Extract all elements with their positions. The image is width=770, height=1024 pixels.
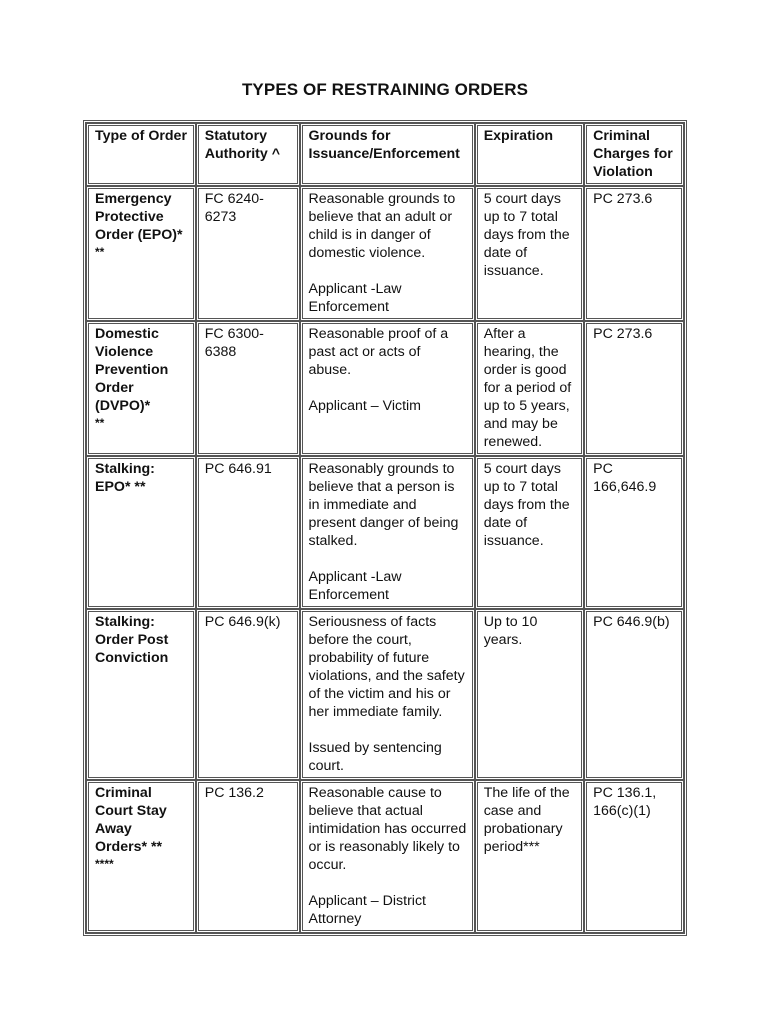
table-row bbox=[86, 780, 684, 933]
cell-grounds bbox=[300, 321, 475, 456]
applicant-text: Applicant -Law Enforcement bbox=[308, 281, 402, 315]
cell-grounds bbox=[300, 780, 475, 933]
cell-authority: FC 6300-6388 bbox=[196, 321, 300, 456]
grounds-text: Reasonable grounds to believe that an adult or child is in danger of domestic violence. bbox=[308, 191, 456, 261]
cell-authority: PC 646.91 bbox=[196, 456, 300, 609]
grounds-text: Reasonable cause to believe that actual intimidation has occurred or is reasonably likely to occur. bbox=[308, 785, 467, 873]
applicant-text: Applicant – Victim bbox=[308, 398, 422, 414]
cell-charges: PC 273.6 bbox=[584, 186, 684, 321]
restraining-orders-table bbox=[83, 120, 687, 936]
cell-authority: FC 6240-6273 bbox=[196, 186, 300, 321]
cell-type bbox=[86, 609, 196, 780]
header-charges: Criminal Charges for Violation bbox=[584, 123, 684, 186]
cell-charges: PC 646.9(b) bbox=[584, 609, 684, 780]
cell-type bbox=[86, 186, 196, 321]
cell-grounds bbox=[300, 609, 475, 780]
cell-grounds bbox=[300, 186, 475, 321]
grounds-text: Reasonable proof of a past act or acts of abuse. bbox=[308, 326, 449, 378]
document-title: TYPES OF RESTRAINING ORDERS bbox=[241, 80, 529, 99]
cell-expiration: 5 court days up to 7 total days from the date of issuance. bbox=[475, 186, 584, 321]
order-type: Stalking: Order Post Conviction bbox=[95, 614, 169, 666]
cell-expiration: Up to 10 years. bbox=[475, 609, 584, 780]
order-type: Stalking: EPO* ** bbox=[95, 461, 155, 495]
cell-expiration: 5 court days up to 7 total days from the date of issuance. bbox=[475, 456, 584, 609]
cell-type bbox=[86, 780, 196, 933]
order-type-marks: **** bbox=[95, 857, 114, 871]
table-header-row bbox=[86, 123, 684, 186]
order-type-marks: ** bbox=[95, 416, 105, 430]
order-type: Emergency Protective Order (EPO)* bbox=[95, 191, 183, 243]
header-type: Type of Order bbox=[86, 123, 196, 186]
table-row bbox=[86, 321, 684, 456]
cell-authority: PC 646.9(k) bbox=[196, 609, 300, 780]
table-row bbox=[86, 186, 684, 321]
cell-expiration: The life of the case and probationary period*** bbox=[475, 780, 584, 933]
header-grounds: Grounds for Issuance/Enforcement bbox=[300, 123, 475, 186]
grounds-text: Seriousness of facts before the court, probability of future violations, and the safety of the victim and his or her immediate family. bbox=[308, 614, 465, 720]
applicant-text: Issued by sentencing court. bbox=[308, 740, 442, 774]
cell-expiration: After a hearing, the order is good for a period of up to 5 years, and may be renewed. bbox=[475, 321, 584, 456]
table-row bbox=[86, 456, 684, 609]
grounds-text: Reasonably grounds to believe that a person is in immediate and present danger of being stalked. bbox=[308, 461, 459, 549]
header-expiration: Expiration bbox=[475, 123, 584, 186]
cell-type bbox=[86, 456, 196, 609]
header-authority: Statutory Authority ^ bbox=[196, 123, 300, 186]
cell-charges: PC 166,646.9 bbox=[584, 456, 684, 609]
cell-grounds bbox=[300, 456, 475, 609]
order-type: Domestic Violence Prevention Order (DVPO)* bbox=[95, 326, 169, 414]
cell-charges: PC 273.6 bbox=[584, 321, 684, 456]
cell-charges: PC 136.1, 166(c)(1) bbox=[584, 780, 684, 933]
applicant-text: Applicant – District Attorney bbox=[308, 893, 426, 927]
order-type-marks: ** bbox=[95, 245, 105, 259]
cell-type bbox=[86, 321, 196, 456]
table-row bbox=[86, 609, 684, 780]
order-type: Criminal Court Stay Away Orders* ** bbox=[95, 785, 167, 855]
applicant-text: Applicant -Law Enforcement bbox=[308, 569, 402, 603]
cell-authority: PC 136.2 bbox=[196, 780, 300, 933]
